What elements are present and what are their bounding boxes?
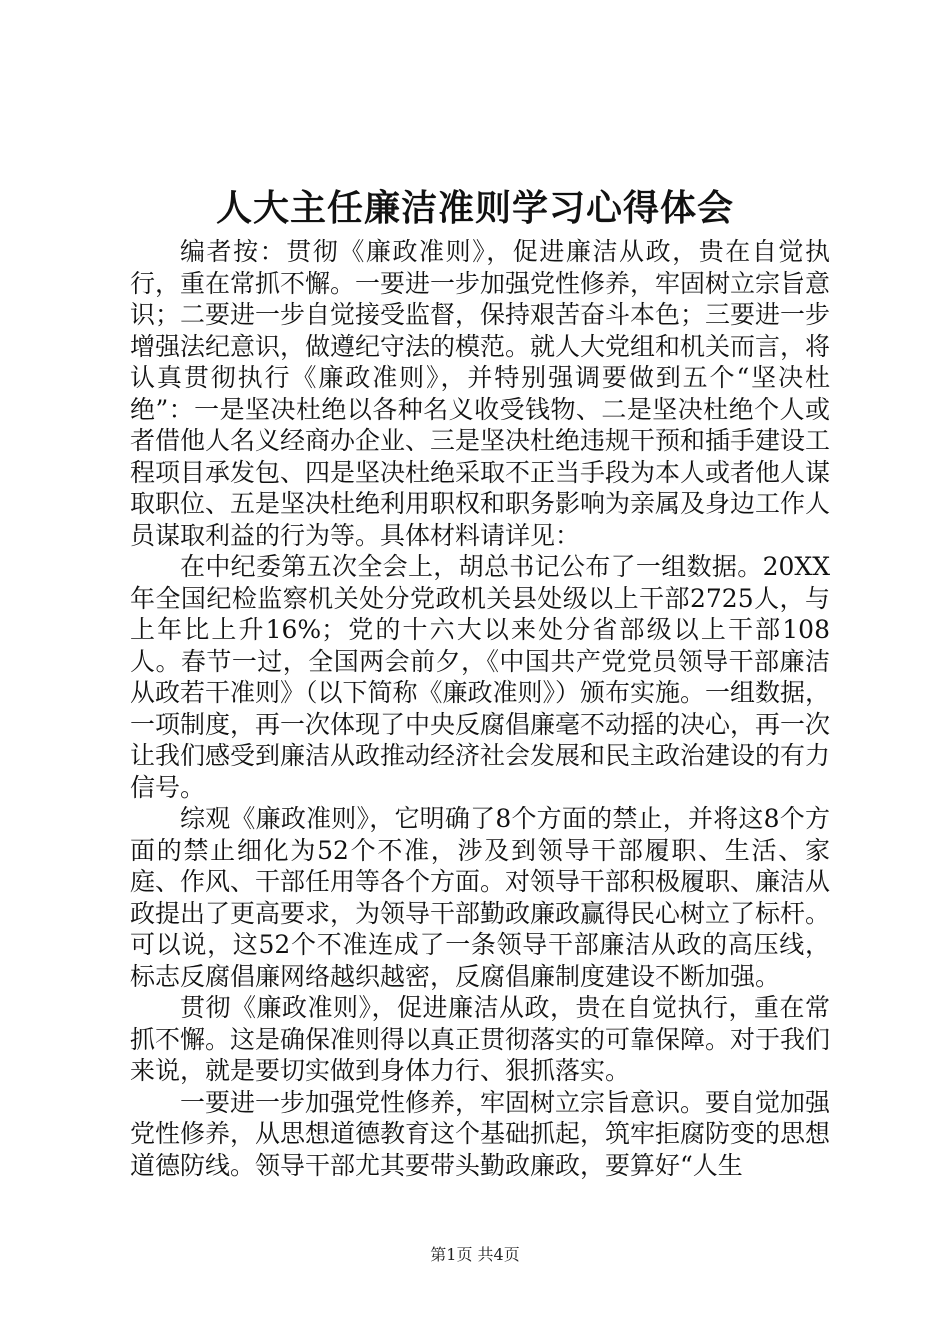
document-body xyxy=(130,236,830,1181)
paragraph-statistics: 在中纪委第五次全会上，胡总书记公布了一组数据。20XX年全国纪检监察机关处分党政机关县处级以上干部2725人，与上年比上升16%；党的十六大以来处分省部级以上干部108人。春节一过，全国两会前夕，《中国共产党党员领导干部廉洁从政若干准则》（以下简称《廉政准则》）颁布实施。一组数据，一项制度，再一次体现了中央反腐倡廉毫不动摇的决心，再一次让我们感受到廉洁从政推动经济社会发展和民主政治建设的有力信号。 xyxy=(130,552,831,802)
paragraph-implementation: 贯彻《廉政准则》，促进廉洁从政，贵在自觉执行，重在常抓不懈。这是确保准则得以真正贯彻落实的可靠保障。对于我们来说，就是要切实做到身体力行、狠抓落实。 xyxy=(130,993,831,1085)
paragraph-party-cultivation: 一要进一步加强党性修养，牢固树立宗旨意识。要自觉加强党性修养，从思想道德教育这个基础抓起，筑牢拒腐防变的思想道德防线。领导干部尤其要带头勤政廉政，要算好“人生 xyxy=(130,1087,831,1180)
paragraph-overview: 综观《廉政准则》，它明确了8个方面的禁止，并将这8个方面的禁止细化为52个不准，涉及到领导干部履职、生活、家庭、作风、干部任用等各个方面。对领导干部积极履职、廉洁从政提出了更高要求，为领导干部勤政廉政赢得民心树立了标杆。可以说，这52个不准连成了一条领导干部廉洁从政的高压线，标志反腐倡廉网络越织越密，反腐倡廉制度建设不断加强。 xyxy=(130,804,831,991)
document-title: 人大主任廉洁准则学习心得体会 xyxy=(215,187,734,229)
page-number-footer: 第1页 共4页 xyxy=(430,1245,520,1264)
paragraph-editor-note: 编者按：贯彻《廉政准则》，促进廉洁从政，贵在自觉执行，重在常抓不懈。一要进一步加强党性修养，牢固树立宗旨意识；二要进一步自觉接受监督，保持艰苦奋斗本色；三要进一步增强法纪意识，做遵纪守法的模范。就人大党组和机关而言，将认真贯彻执行《廉政准则》，并特别强调要做到五个“坚决杜绝”：一是坚决杜绝以各种名义收受钱物、二是坚决杜绝个人或者借他人名义经商办企业、三是坚决杜绝违规干预和插手建设工程项目承发包、四是坚决杜绝采取不正当手段为本人或者他人谋取职位、五是坚决杜绝利用职权和职务影响为亲属及身边工作人员谋取利益的行为等。具体材料请详见： xyxy=(130,237,831,550)
